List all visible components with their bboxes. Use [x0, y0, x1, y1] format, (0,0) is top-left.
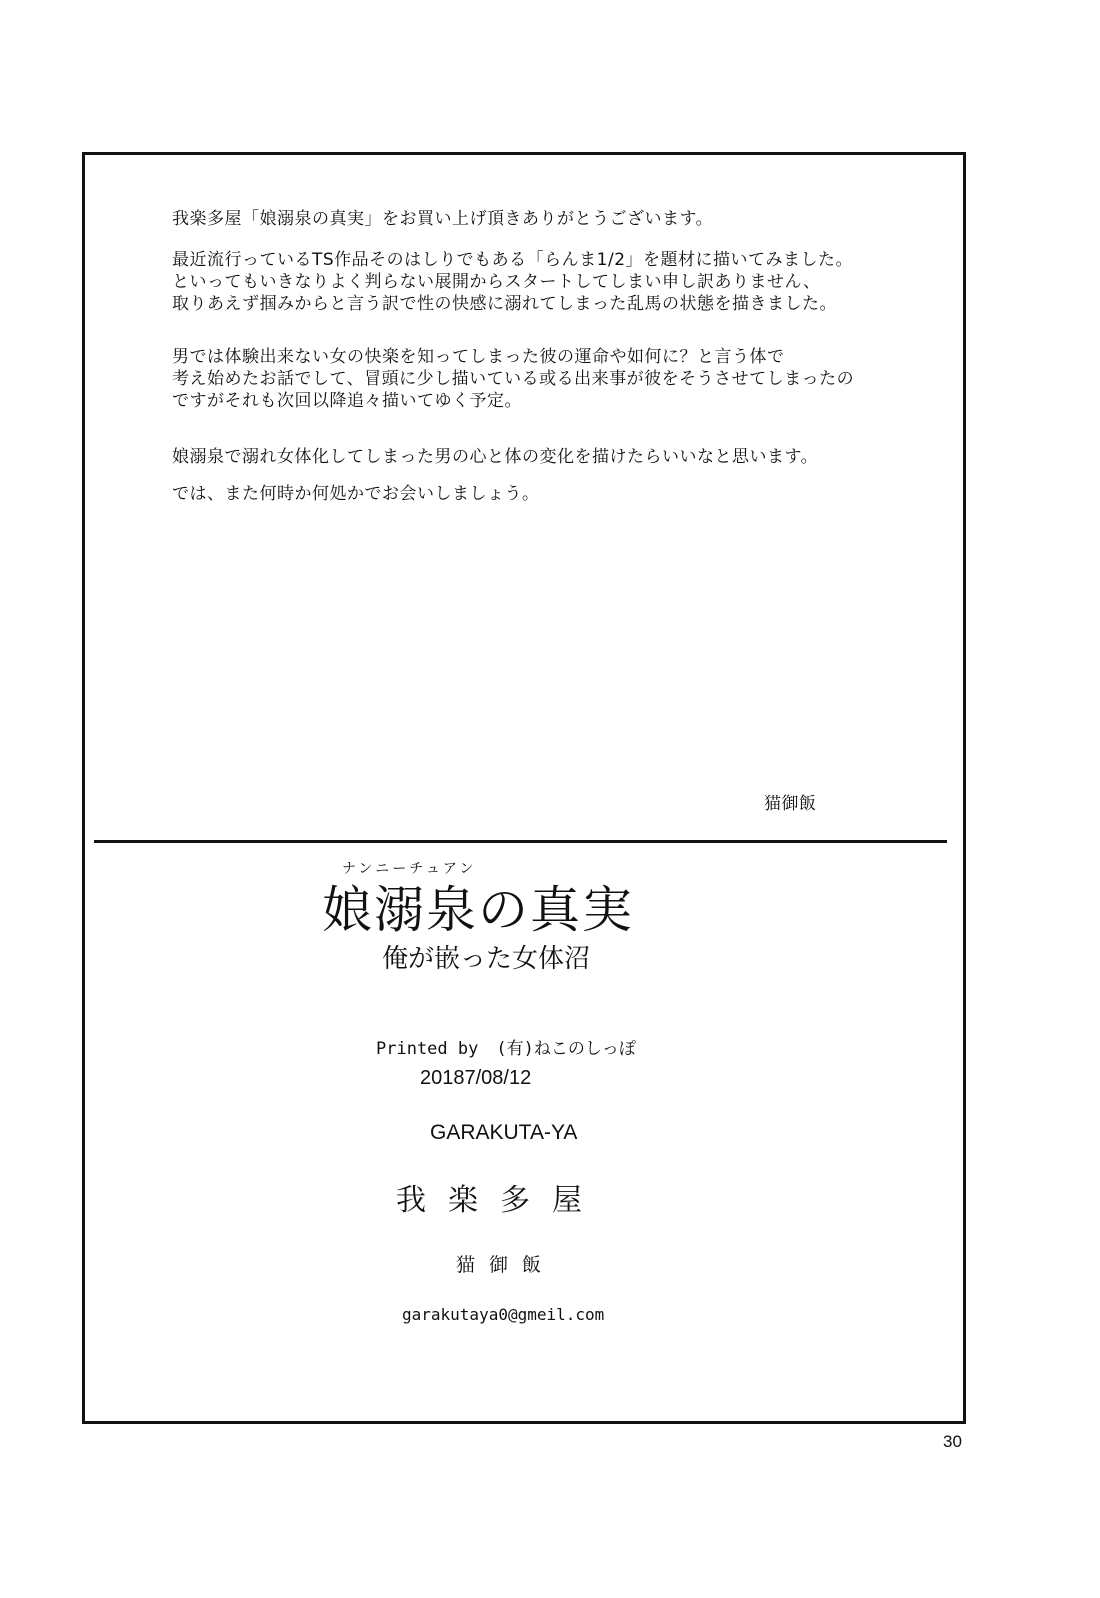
book-title: 娘溺泉の真実 [322, 881, 634, 939]
circle-name-english: GARAKUTA-YA [430, 1121, 578, 1144]
afterword-signature: 猫御飯 [764, 794, 817, 814]
contact-email: garakutaya0@gmeil.com [402, 1305, 605, 1324]
afterword-paragraph-3: 男では体験出来ない女の快楽を知ってしまった彼の運命や如何に？と言う体で 考え始めたお話でして、冒頭に少し描いている或る出来事が彼をそうさせてしまったの ですがそれも次回以降追々描いてゆく予定。 [172, 347, 855, 411]
author-name: 猫御飯 [456, 1254, 556, 1276]
title-ruby: ナンニーチュアン [342, 861, 477, 877]
afterword-paragraph-1: 我楽多屋「娘溺泉の真実」をお買い上げ頂きありがとうございます。 [172, 209, 714, 229]
afterword-paragraph-4: 娘溺泉で溺れ女体化してしまった男の心と体の変化を描けたらいいなと思います。 [172, 447, 819, 467]
book-subtitle: 俺が嵌った女体沼 [382, 944, 591, 974]
printer-name: (有)ねこのしっぽ [496, 1039, 636, 1059]
circle-name-japanese: 我楽多屋 [396, 1183, 604, 1218]
page-frame [82, 152, 966, 1424]
afterword-paragraph-2: 最近流行っているTS作品そのはしりでもある「らんま1/2」を題材に描いてみました。 といってもいきなりよく判らない展開からスタートしてしまい申し訳ありません、 取りあえず掴みからと言う訳で性の快感に溺れてしまった乱馬の状態を描きました。 [172, 250, 854, 314]
section-divider [94, 840, 947, 843]
printer-credit [376, 1034, 696, 1059]
page-number: 30 [943, 1432, 962, 1451]
printed-by-label: Printed by [376, 1039, 479, 1059]
publication-date: 20187/08/12 [420, 1067, 532, 1089]
afterword-paragraph-5: では、また何時か何処かでお会いしましょう。 [172, 484, 540, 504]
